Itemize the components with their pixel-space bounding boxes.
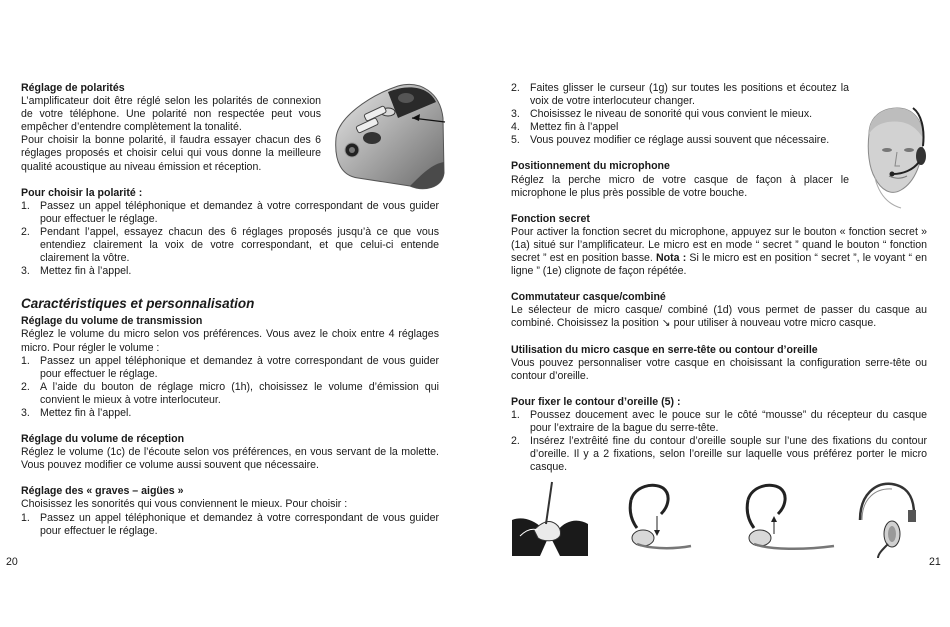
list-item: 2. Faites glisser le curseur (1g) sur toutes les positions et écoutez la voix de votre interlocuteur changer. bbox=[511, 82, 849, 108]
switch-paragraph: Le sélecteur de micro casque/ combiné (1d) vous permet de passer du casque au combiné. Choisissez la position ↘ pour utiliser à nouveau votre micro casque. bbox=[511, 304, 927, 330]
polarity-heading: Réglage de polarités bbox=[21, 82, 125, 94]
list-item: 1. Passez un appel téléphonique et demandez à votre correspondant de vous guider pour effectuer le réglage. bbox=[21, 199, 439, 225]
reception-heading: Réglage du volume de réception bbox=[21, 433, 185, 446]
list-item: 5. Vous pouvez modifier ce réglage aussi souvent que nécessaire. bbox=[511, 134, 830, 147]
secret-heading: Fonction secret bbox=[511, 212, 590, 225]
amplifier-illustration bbox=[328, 78, 446, 194]
page-number-right: 21 bbox=[929, 556, 941, 568]
section-title: Caractéristiques et personnalisation bbox=[21, 296, 255, 312]
list-item: 3. Mettez fin à l’appel. bbox=[21, 406, 132, 419]
polarity-section bbox=[21, 82, 321, 174]
tones-heading: Réglage des « graves – aigües » bbox=[21, 485, 184, 498]
list-item: 2. A l’aide du bouton de réglage micro (1h), choisissez le volume d’émission qui convient le mieux à votre interlocuteur. bbox=[21, 380, 439, 406]
list-item: 1. Poussez doucement avec le pouce sur le côté “mousse” du récepteur du casque pour l’extraire de la bague du serre-tête. bbox=[511, 408, 927, 434]
transmission-list bbox=[21, 355, 439, 420]
headband-headset bbox=[852, 480, 918, 560]
switch-heading: Commutateur casque/combiné bbox=[511, 291, 666, 304]
polarity-paragraph-2: Pour choisir la bonne polarité, il faudra essayer chacun des 6 réglages proposés et choisir celui qui vous donne la meilleure qualité acoustique au niveau émission et réception. bbox=[21, 134, 321, 173]
mic-position-heading: Positionnement du microphone bbox=[511, 160, 670, 173]
tones-list-continued bbox=[511, 82, 849, 147]
earloop-insertion-up bbox=[734, 480, 836, 556]
tones-list bbox=[21, 512, 439, 538]
tones-continued bbox=[511, 82, 849, 200]
list-item: 2. Insérez l’extrêité fine du contour d’oreille souple sur l’une des fixations du contour d’oreille. Il y a 2 fixations, selon l’oreille sur laquelle vous préférez porter le micro casque. bbox=[511, 435, 927, 474]
list-item: 2. Pendant l’appel, essayez chacun des 6 réglages proposés jusqu’à ce que vous entendiez clairement la voix de votre correspondant, et que celui-ci entende clairement la vôtre. bbox=[21, 225, 439, 265]
transmission-paragraph: Réglez le volume du micro selon vos préférences. Vous avez le choix entre 4 réglages micro. Pour régler le volume : bbox=[21, 328, 439, 354]
choose-polarity-heading: Pour choisir la polarité : bbox=[21, 186, 143, 199]
choose-polarity-list bbox=[21, 200, 439, 279]
page-number-left: 20 bbox=[6, 556, 18, 568]
tones-paragraph: Choisissez les sonorités qui vous conviennent le mieux. Pour choisir : bbox=[21, 498, 348, 511]
polarity-paragraph-1: L’amplificateur doit être réglé selon les polarités de connexion de votre téléphone. Une polarité non respectée peut vous empêcher d’entendre complètement la tonalité. bbox=[21, 95, 321, 134]
earloop-heading: Pour fixer le contour d’oreille (5) : bbox=[511, 395, 681, 408]
list-item: 4. Mettez fin à l’appel bbox=[511, 121, 619, 134]
list-item: 3. Mettez fin à l’appel. bbox=[21, 265, 132, 278]
earloop-insertion-down bbox=[617, 480, 693, 556]
headset-wearer-illustration bbox=[857, 104, 933, 210]
list-item: 3. Choisissez le niveau de sonorité qui vous convient le mieux. bbox=[511, 108, 813, 121]
earloop-list bbox=[511, 409, 927, 474]
usage-paragraph: Vous pouvez personnaliser votre casque en choisissant la configuration serre-tête ou contour d’oreille. bbox=[511, 356, 927, 382]
handset-position-symbol: ↘ bbox=[661, 317, 671, 330]
hand-removing-receiver bbox=[512, 480, 588, 556]
secret-paragraph: Pour activer la fonction secret du microphone, appuyez sur le bouton « fonction secret » (1a) situé sur l’amplificateur. Le micro est en mode “ secret ” quand le bouton “ fonction secret ” est en position basse. Nota : Si le micro est en position “ secret ”, le voyant “ en ligne ” (1e) clignote de façon répétée. bbox=[511, 225, 927, 278]
list-item: 1. Passez un appel téléphonique et demandez à votre correspondant de vous guider pour effectuer le réglage. bbox=[21, 354, 439, 380]
usage-heading: Utilisation du micro casque en serre-tête ou contour d’oreille bbox=[511, 343, 818, 356]
list-item: 1. Passez un appel téléphonique et demandez à votre correspondant de vous guider pour effectuer le réglage. bbox=[21, 511, 439, 537]
mic-position-paragraph: Réglez la perche micro de votre casque de façon à placer le microphone le plus près possible de votre bouche. bbox=[511, 173, 849, 199]
transmission-heading: Réglage du volume de transmission bbox=[21, 315, 203, 328]
reception-paragraph: Réglez le volume (1c) de l’écoute selon vos préférences, en vous servant de la molette. Vous pouvez modifier ce volume aussi souvent que nécessaire. bbox=[21, 446, 439, 472]
